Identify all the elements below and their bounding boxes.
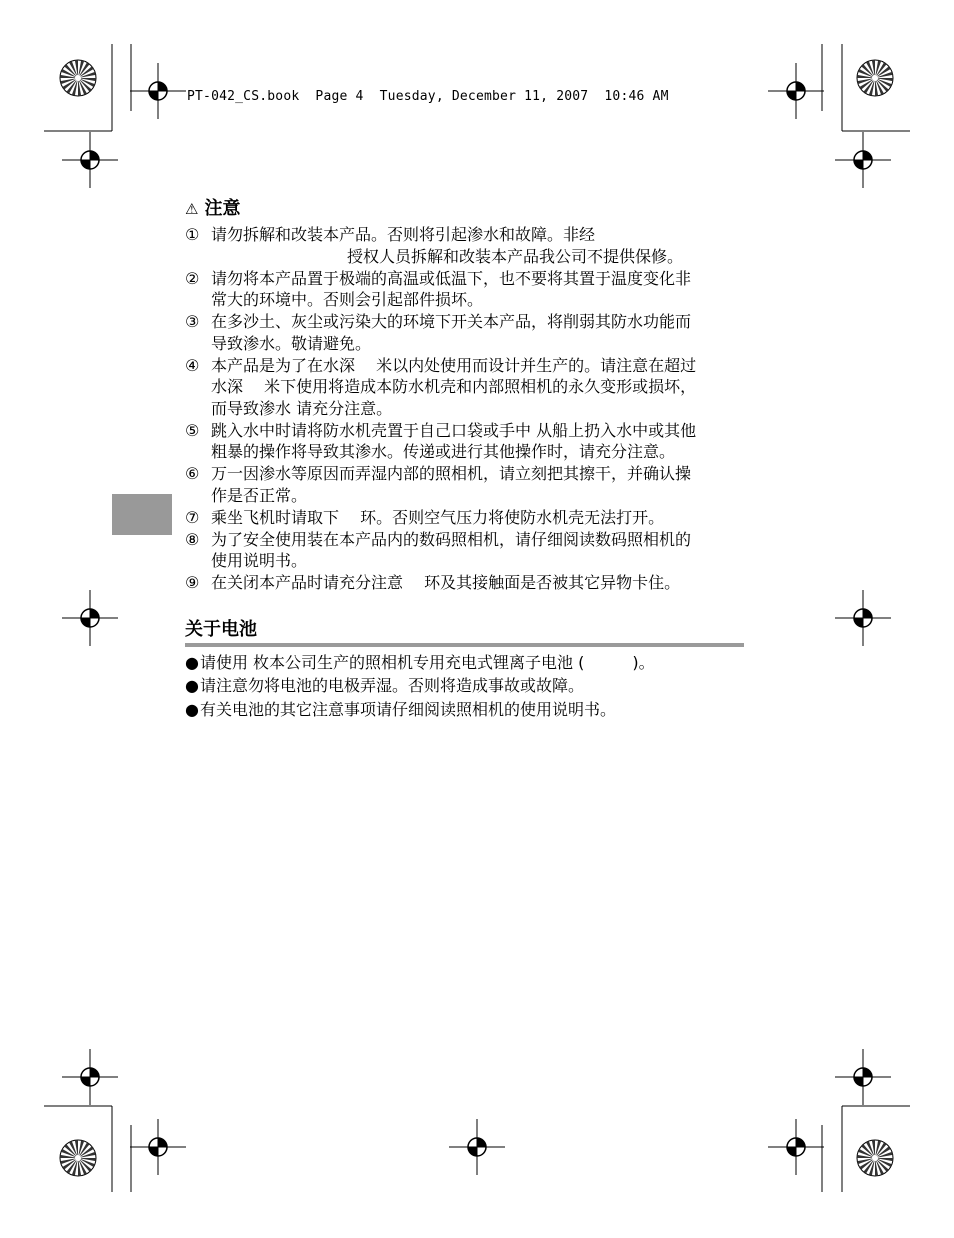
registration-quadrant [81,160,90,169]
caution-item [185,355,755,420]
item-number: ④ [185,355,200,375]
caution-item [185,311,755,354]
item-text-line: 在关闭本产品时请充分注意 环及其接触面是否被其它异物卡住。 [211,573,681,592]
registration-quadrant [787,1147,796,1156]
battery-note-text: 请使用 枚本公司生产的照相机专用充电式锂离子电池 ( )。 [199,652,655,672]
item-number: ⑤ [185,420,200,440]
battery-note-text: 请注意勿将电池的电极弄湿。否则将造成事故或故障。 [199,676,584,695]
registration-quadrant [854,160,863,169]
item-text-line: 本产品是为了在水深 米以内处使用而设计并生产的。请注意在超过 [211,355,697,375]
battery-list [185,651,755,722]
item-text-line: 在多沙土、灰尘或污染大的环境下开关本产品，将削弱其防水功能而 [211,312,692,331]
item-text-line: 而导致渗水 请充分注意。 [211,398,393,418]
caution-list [185,224,755,594]
registration-quadrant [863,1068,872,1077]
registration-quadrant [90,609,99,618]
registration-quadrant [149,1147,158,1156]
bullet-icon: ● [185,699,199,719]
battery-note [185,674,755,698]
item-text-line: 水深 米下使用将造成本防水机壳和内部照相机的永久变形或损坏， [211,377,697,396]
bullet-icon: ● [185,676,199,695]
battery-heading: 关于电池 [185,618,257,640]
starburst-center [75,75,81,81]
battery-note [185,651,755,675]
item-number: ⑨ [185,573,200,592]
registration-quadrant [477,1138,486,1147]
caution-item [185,507,755,529]
item-number: ⑧ [185,529,200,549]
battery-note-text: 有关电池的其它注意事项请仔细阅读照相机的使用说明书。 [199,699,616,719]
item-number: ② [185,268,200,288]
starburst-center [872,1155,878,1161]
registration-quadrant [149,91,158,100]
item-text-continuation: 授权人员拆解和改装本产品我公司不提供保修。 [347,246,684,266]
registration-quadrant [796,82,805,91]
item-text-line: 常大的环境中。否则会引起部件损坏。 [211,290,484,309]
item-text-line: 使用说明书。 [211,551,308,570]
caution-item [185,572,755,594]
warning-triangle-icon: ⚠ [185,200,199,218]
starburst-center [75,1155,81,1161]
item-number: ③ [185,312,200,331]
registration-quadrant [854,618,863,627]
caution-item [185,420,755,463]
item-text-line: 请勿将本产品置于极端的高温或低温下，也不要将其置于温度变化非 [211,268,692,288]
caution-item [185,463,755,506]
page-content [185,196,755,721]
item-text-line: 乘坐飞机时请取下 环。否则空气压力将使防水机壳无法打开。 [211,507,665,527]
item-number: ⑦ [185,507,200,527]
section-divider [185,643,744,647]
book-header: PT-042_CS.book Page 4 Tuesday, December 11, 2007 10:46 AM [187,89,669,104]
registration-quadrant [863,151,872,160]
item-text-line: 跳入水中时请将防水机壳置于自己口袋或手中 从船上扔入水中或其他 [211,420,697,440]
bullet-icon: ● [185,652,199,672]
item-text-line: 粗暴的操作将导致其渗水。传递或进行其他操作时，请充分注意。 [211,442,676,461]
registration-quadrant [787,91,796,100]
caution-item [185,268,755,311]
caution-title: 注意 [204,198,241,219]
registration-quadrant [90,151,99,160]
caution-item [185,224,755,267]
item-text-line: 为了安全使用装在本产品内的数码照相机，请仔细阅读数码照相机的 [211,529,692,549]
item-number: ⑥ [185,464,200,483]
chapter-tab [112,494,172,535]
item-text-line: 请勿拆解和改装本产品。否则将引起渗水和故障。非经 [211,225,596,244]
starburst-center [872,75,878,81]
item-number: ① [185,225,200,244]
registration-quadrant [81,1077,90,1086]
registration-quadrant [158,82,167,91]
registration-quadrant [81,618,90,627]
item-text-line: 导致渗水。敬请避免。 [211,333,372,353]
item-text-line: 作是否正常。 [211,485,308,505]
registration-quadrant [90,1068,99,1077]
registration-quadrant [863,609,872,618]
registration-quadrant [796,1138,805,1147]
registration-quadrant [158,1138,167,1147]
registration-quadrant [854,1077,863,1086]
caution-item [185,529,755,572]
battery-note [185,698,755,722]
item-text-line: 万一因渗水等原因而弄湿内部的照相机，请立刻把其擦干，并确认操 [211,464,692,483]
registration-quadrant [468,1147,477,1156]
caution-heading [185,196,755,222]
